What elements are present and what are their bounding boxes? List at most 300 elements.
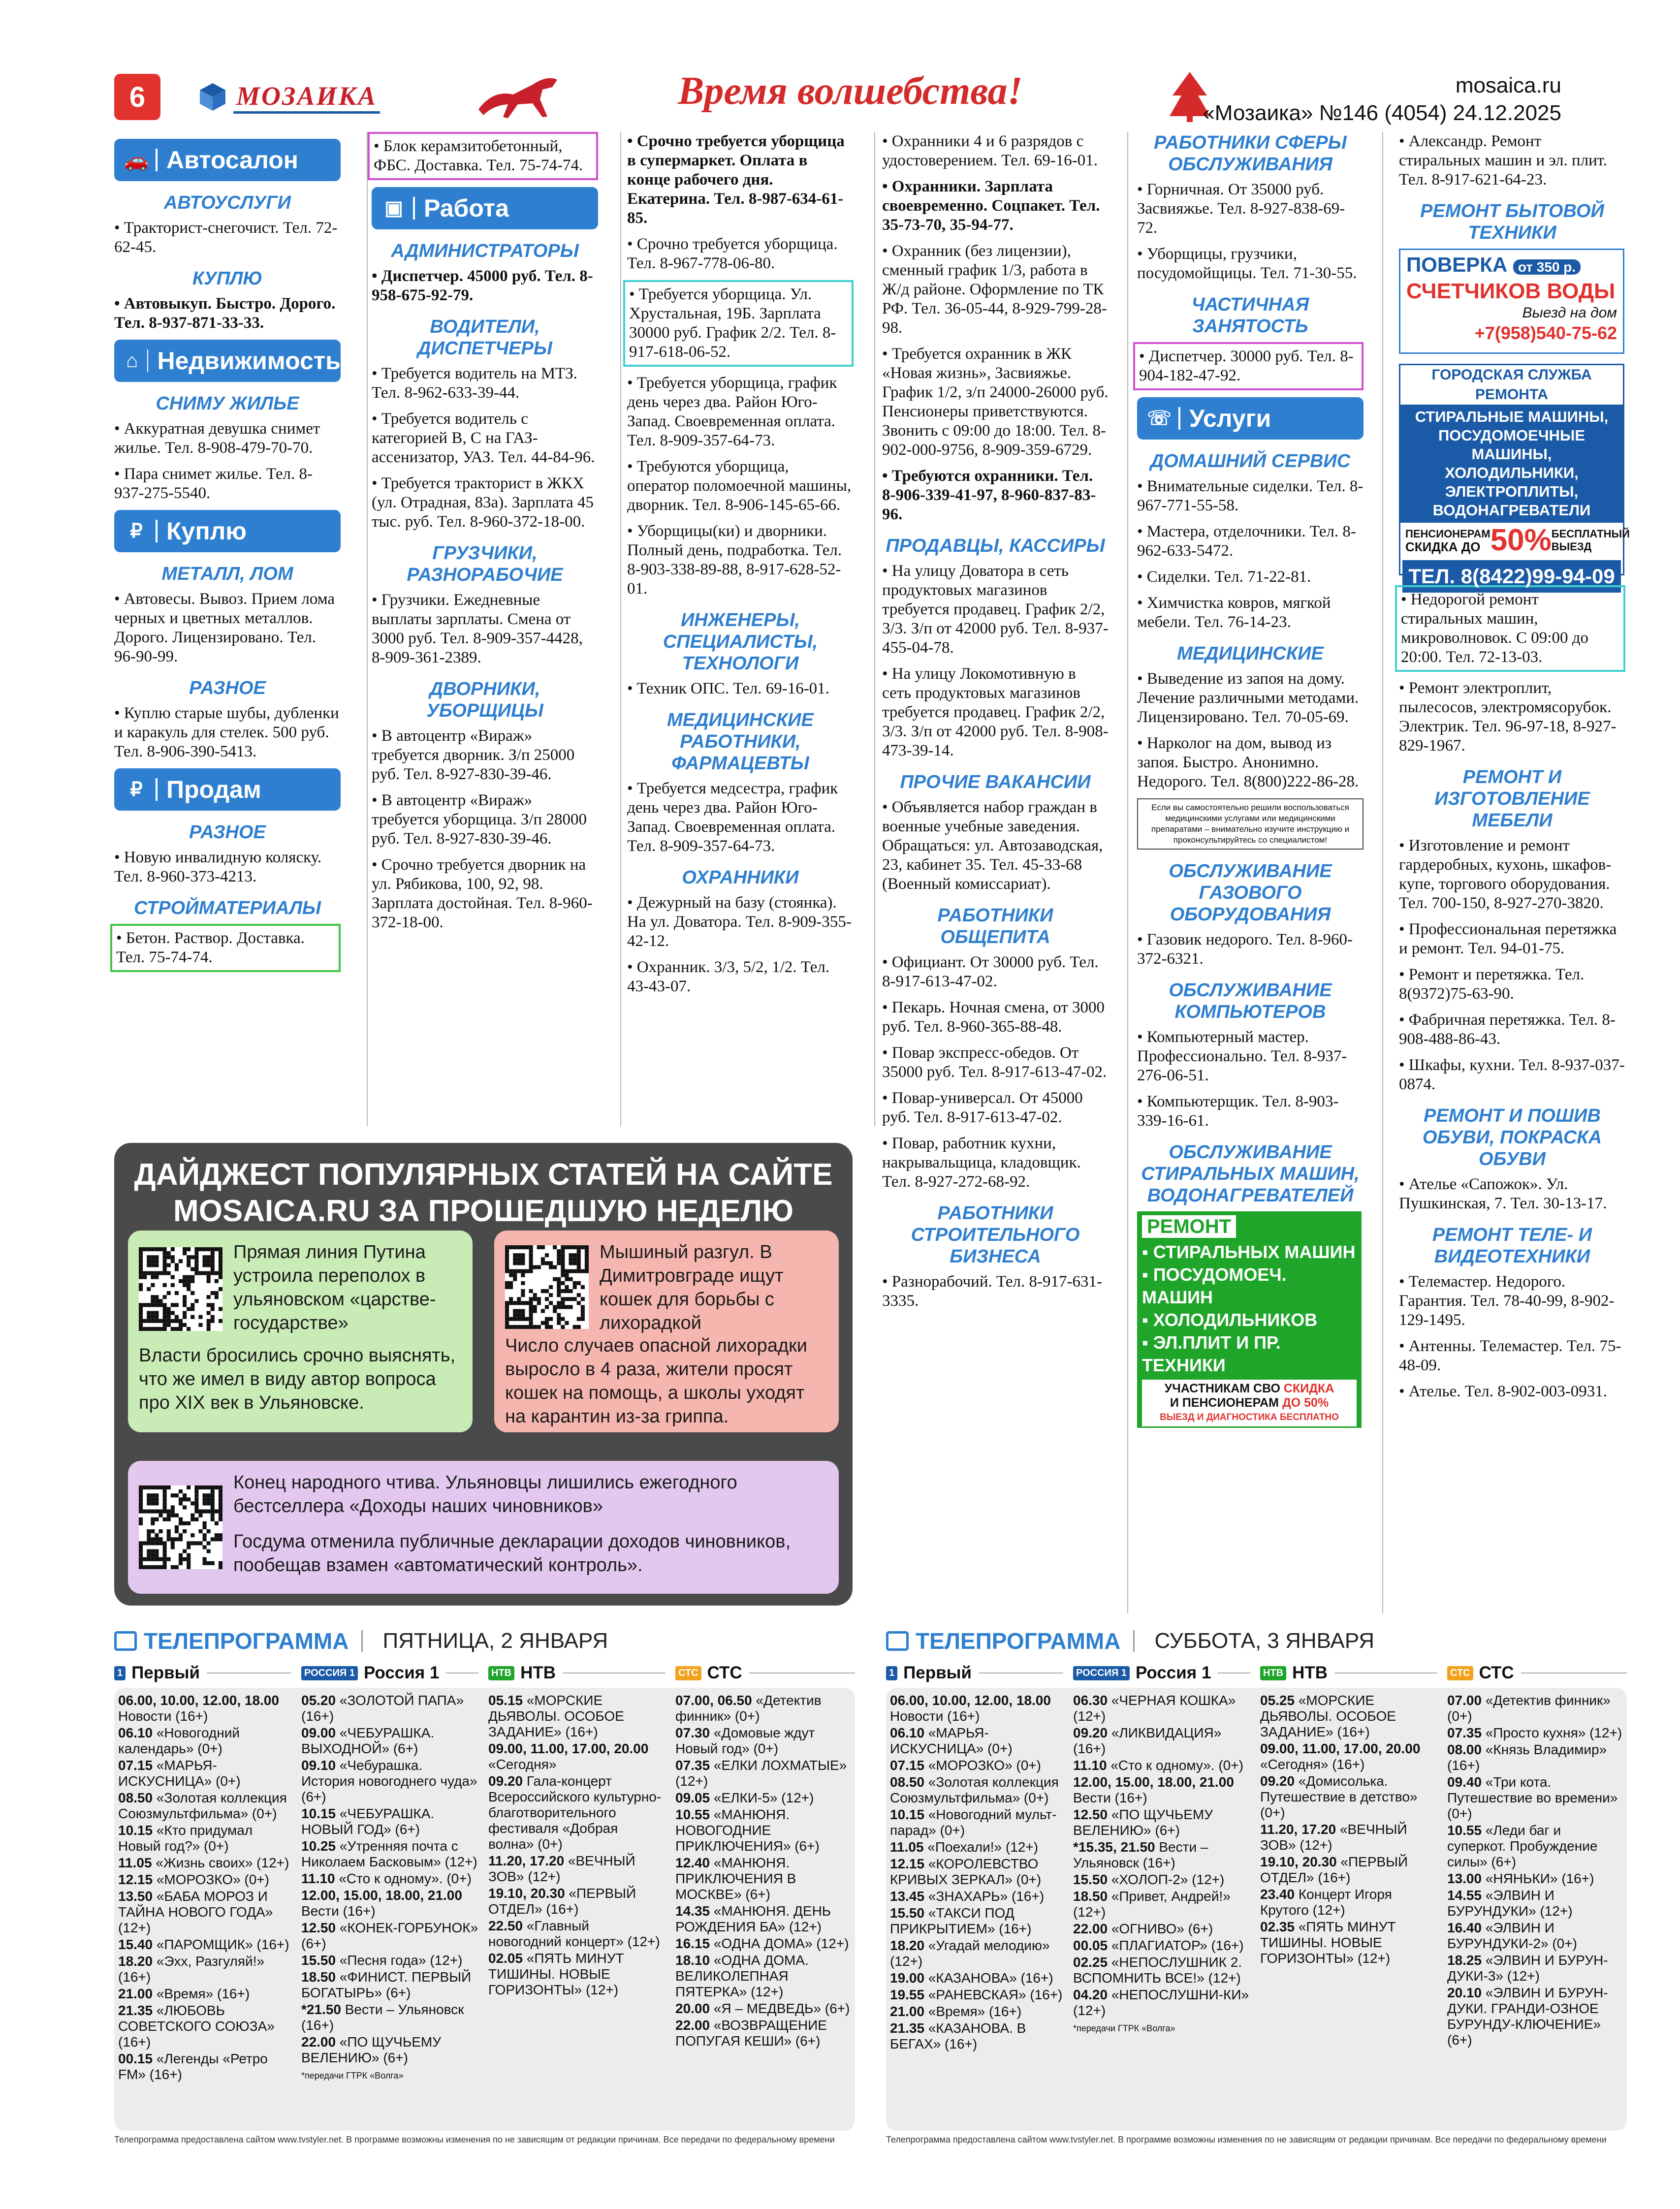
tv-program <box>890 2020 1067 2052</box>
issue-info: «Мозаика» №146 (4054) 24.12.2025 <box>1203 101 1561 125</box>
tv-time: 23.40 <box>1260 1887 1295 1902</box>
framed-ad: • Бетон. Раствор. Доставка. Тел. 75-74-74. <box>110 924 341 972</box>
tv-show: «КАЗАНОВА. В БЕГАХ» (16+) <box>890 2020 1026 2051</box>
mozaika-logo <box>197 75 380 119</box>
tv-time: 12.15 <box>118 1872 153 1887</box>
section-nedvizhimost: ⌂ Недвижимость <box>114 340 341 382</box>
tv-show: «ЧЕБУРАШКА. ВЫХОДНОЙ» (6+) <box>301 1725 435 1756</box>
tv-time: 07.00 <box>1447 1693 1482 1708</box>
tv-program <box>1447 1693 1623 1724</box>
column-4 <box>882 132 1109 1318</box>
tv-show: «МАРЬЯ-ИСКУСНИЦА» (0+) <box>890 1725 1013 1756</box>
tv-show: «Домисолька. Путешествие в детство» (0+) <box>1260 1773 1418 1820</box>
tv-footnote: Телепрограмма предоставлена сайтом www.tvstyler.net. В программе возможны изменения по не зависящим от редакции причинам. Все передачи по федеральному времени <box>886 2135 1607 2145</box>
tv-program <box>118 1855 295 1871</box>
classified-ad: • Мастера, отделочники. Тел. 8-962-633-5472. <box>1137 523 1356 560</box>
classified-ad: • На улицу Доватора в сеть продуктовых магазинов требуется продавец. График 2/2, 3/3. З/п от 42000 руб. Тел. 8-937-455-04-78. <box>882 562 1109 657</box>
tv-show: Гала-концерт Всероссийского культурно-благотворительного фестиваля «Добрая волна» (0+) <box>488 1773 662 1852</box>
tv-program <box>301 1806 478 1837</box>
tv-time: 07.35 <box>675 1758 710 1773</box>
horse-icon <box>474 70 567 122</box>
classified-ad: • Автовыкуп. Быстро. Дорого. Тел. 8-937-871-33-33. <box>114 295 336 332</box>
column-5 <box>1137 132 1363 1450</box>
medical-warning: Если вы самостоятельно решили воспользоваться медицинскими услугами или медицинскими препаратами – внимательно изучите инструкцию и проконсультируйтесь со специалистом! <box>1137 798 1363 850</box>
rubric-title: ОБСЛУЖИВАНИЕ КОМПЬЮТЕРОВ <box>1169 980 1332 1022</box>
tv-program <box>488 1853 666 1885</box>
digest-card-1[interactable]: Прямая линия Путина устроила переполох в ульяновском «царстве-государстве» Власти бросились срочно выяснять, что же имел в виду автор вопроса про XIX век в Ульяновске. <box>128 1231 473 1432</box>
tv-time: 06.10 <box>890 1725 925 1740</box>
tv-time: 18.25 <box>1447 1953 1482 1968</box>
framed-ad: • Требуется уборщица. Ул. Хрустальная, 19Б. Зарплата 30000 руб. График 2/2. Тел. 8-917-618-06-52. <box>623 280 854 367</box>
tv-program <box>890 1938 1067 1969</box>
tv-show: «Главный новогодний концерт» (12+) <box>488 1918 660 1949</box>
framed-ad: • Диспетчер. 30000 руб. Тел. 8-904-182-47-92. <box>1133 342 1363 390</box>
tv-schedule-friday <box>114 1627 855 2148</box>
tv-time: 12.00, 15.00, 18.00, 21.00 <box>301 1888 462 1903</box>
tv-time: 09.00, 11.00, 17.00, 20.00 <box>488 1741 649 1756</box>
classified-ad: • Требуется охранник в ЖК «Новая жизнь», Засвияжье. График 1/2, з/п 24000-26000 руб. Пенсионеры приветствуются. Звонить с 09:00 до 18:00. Тел. 8-902-000-9756, 8-909-359-6729. <box>882 345 1109 459</box>
tv-time: 08.50 <box>118 1790 153 1805</box>
cube-icon <box>197 81 228 113</box>
site-url[interactable]: mosaica.ru <box>1455 73 1561 97</box>
section-uslugi: ☏ Услуги <box>1137 397 1363 440</box>
tv-time: 21.35 <box>118 2003 153 2018</box>
rubric-title: ИНЖЕНЕРЫ, СПЕЦИАЛИСТЫ, ТЕХНОЛОГИ <box>663 610 818 674</box>
classified-ad: • Техник ОПС. Тел. 69-16-01. <box>627 680 829 697</box>
tv-show: «Золотая коллекция Союзмультфильма» (0+) <box>890 1774 1059 1805</box>
tv-show: «ЗНАХАРЬ» (16+) <box>928 1889 1045 1904</box>
classified-ad: • Ателье «Сапожок». Ул. Пушкинская, 7. Тел. 30-13-17. <box>1399 1175 1607 1212</box>
tv-program <box>1447 1871 1623 1887</box>
tv-show: «Время» (16+) <box>928 2004 1022 2019</box>
tv-program <box>1073 1774 1250 1806</box>
repair-ad-banner <box>1137 1211 1362 1450</box>
tv-time: 06.10 <box>118 1725 153 1740</box>
ruble-arrow-icon: ₽ <box>130 779 143 800</box>
tv-program <box>675 1855 852 1902</box>
tv-time: 06.00, 10.00, 12.00, 18.00 <box>890 1693 1051 1708</box>
column-3 <box>627 132 854 1003</box>
channel-perviy: 1 Первый <box>114 1662 291 1684</box>
divider <box>367 132 368 1126</box>
tv-time: 10.15 <box>890 1807 925 1822</box>
tv-program <box>1260 1919 1437 1966</box>
tv-time: 11.10 <box>301 1871 335 1886</box>
logo-word: МОЗАИКА <box>233 81 380 114</box>
tv-program <box>301 1725 478 1757</box>
classified-ad: • Охранники 4 и 6 разрядов с удостоверением. Тел. 69-16-01. <box>882 132 1098 169</box>
tv-program <box>488 1951 666 1998</box>
tv-show: «КАЗАНОВА» (16+) <box>928 1970 1053 1986</box>
tv-show: «КОНЕК-ГОРБУНОК» (6+) <box>301 1920 478 1951</box>
classified-ad: • Требуется уборщица, график день через два. Район Юго-Запад. Своевременная оплата. Тел. 8-909-357-64-73. <box>627 374 837 449</box>
tv-show: «ЭЛВИН И БУРУНДУКИ» (12+) <box>1447 1888 1573 1919</box>
tv-program <box>890 1856 1067 1888</box>
channel-row <box>114 1662 855 1684</box>
tv-show: Концерт Игоря Крутого (12+) <box>1260 1887 1392 1918</box>
tv-time: 07.00, 06.50 <box>675 1693 752 1708</box>
tv-show: «ОДНА ДОМА» (12+) <box>713 1936 849 1951</box>
tv-time: 02.05 <box>488 1951 523 1966</box>
tv-time: 05.25 <box>1260 1693 1295 1708</box>
tv-program <box>1073 1807 1250 1838</box>
channel-ntv: НТВ НТВ <box>1260 1662 1437 1684</box>
tv-program <box>488 1693 666 1740</box>
qr-code[interactable] <box>139 1485 222 1569</box>
tv-program <box>488 1918 666 1950</box>
tv-time: 02.25 <box>1073 1955 1108 1970</box>
rubric-title: ЧАСТИЧНАЯ ЗАНЯТОСТЬ <box>1191 294 1309 337</box>
classified-ad: • Газовик недорого. Тел. 8-960-372-6321. <box>1137 931 1353 968</box>
tv-title: ТЕЛЕПРОГРАММА ПЯТНИЦА, 2 ЯНВАРЯ <box>114 1627 608 1655</box>
classified-ad: • Повар-универсал. От 45000 руб. Тел. 8-917-613-47-02. <box>882 1089 1083 1126</box>
classified-ad: • Александр. Ремонт стиральных машин и эл. плит. Тел. 8-917-621-64-23. <box>1399 132 1607 189</box>
channel-sts: СТС СТС <box>1447 1662 1627 1684</box>
column-6 <box>1399 132 1630 1408</box>
tv-program <box>118 1790 295 1822</box>
classified-ad: • Телемастер. Недорого. Гарантия. Тел. 78-40-99, 8-902-129-1495. <box>1399 1273 1615 1329</box>
tv-time: 09.00, 11.00, 17.00, 20.00 <box>1260 1741 1421 1756</box>
tv-show: «ПЯТЬ МИНУТ ТИШИНЫ. НОВЫЕ ГОРИЗОНТЫ» (12+) <box>1260 1919 1396 1966</box>
classified-ad: • В автоцентр «Вираж» требуется дворник. З/п 25000 руб. Тел. 8-927-830-39-46. <box>372 727 575 783</box>
tv-program <box>1260 1741 1437 1772</box>
rubric-title: РАЗНОЕ <box>189 822 266 843</box>
tv-show: «НЕПОСЛУШНИК 2. ВСПОМНИТЬ ВСЕ!» (12+) <box>1073 1955 1242 1986</box>
classified-ad: • Химчистка ковров, мягкой мебели. Тел. 76-14-23. <box>1137 594 1331 631</box>
tv-show: «МОРОЗКО» (0+) <box>156 1872 269 1887</box>
tv-time: 22.00 <box>301 2034 336 2050</box>
tv-footnote: Телепрограмма предоставлена сайтом www.tvstyler.net. В программе возможны изменения по не зависящим от редакции причинам. Все передачи по федеральному времени <box>114 2135 835 2145</box>
tv-program <box>1260 1822 1437 1853</box>
tv-program <box>675 1693 852 1724</box>
classified-ad: • Новую инвалидную коляску. Тел. 8-960-373-4213. <box>114 849 322 885</box>
tv-program <box>118 1823 295 1854</box>
house-icon: ⌂ <box>126 349 138 372</box>
tv-note: *передачи ГТРК «Волга» <box>301 2071 404 2081</box>
briefcase-icon: ▣ <box>384 197 403 219</box>
tv-schedule-saturday <box>886 1627 1627 2148</box>
tv-icon <box>114 1631 137 1651</box>
tv-show: «ЧЕБУРАШКА. НОВЫЙ ГОД» (6+) <box>301 1806 435 1837</box>
classified-ad: • Ремонт электроплит, пылесосов, электромясорубок. Электрик. Тел. 96-97-18, 8-927-829-1967. <box>1399 679 1617 755</box>
tv-time: 12.50 <box>301 1920 336 1935</box>
tv-time: 13.45 <box>890 1889 925 1904</box>
rubric-title: МЕДИЦИНСКИЕ <box>1177 643 1324 664</box>
tv-time: 21.35 <box>890 2020 925 2036</box>
classified-ad: • Грузчики. Ежедневные выплаты зарплаты. Смена от 3000 руб. Тел. 8-909-357-4428, 8-909-361-2389. <box>372 591 583 666</box>
tv-show: «НЕПОСЛУШНИ-КИ» (12+) <box>1073 1987 1249 2018</box>
promo-item: ▪ СТИРАЛЬНЫХ МАШИН <box>1142 1242 1356 1262</box>
tv-program <box>1073 1725 1250 1757</box>
tv-program <box>1260 1887 1437 1918</box>
tv-show: «Новогодний календарь» (0+) <box>118 1725 240 1756</box>
classified-ad: • Сиделки. Тел. 71-22-81. <box>1137 568 1311 586</box>
tv-program <box>890 1758 1067 1773</box>
digest-card-3[interactable]: Конец народного чтива. Ульяновцы лишились ежегодного бестселлера «Доходы наших чиновников» Госдума отменила публичные декларации доходов чиновников, пообещав взамен «автоматический контроль». <box>128 1461 839 1594</box>
tv-time: 19.55 <box>890 1987 925 2002</box>
tv-show: «ПО ЩУЧЬЕМУ ВЕЛЕНИЮ» (6+) <box>301 2034 441 2065</box>
tv-time: 12.40 <box>675 1855 710 1870</box>
tv-time: 09.05 <box>675 1790 710 1805</box>
classified-ad: • Охранники. Зарплата своевременно. Соцпакет. Тел. 35-73-70, 35-94-77. <box>882 178 1100 234</box>
classified-ad: • Уборщицы, грузчики, посудомойщицы. Тел. 71-30-55. <box>1137 245 1357 282</box>
tv-program <box>301 1888 478 1919</box>
tv-program <box>890 1889 1067 1904</box>
tv-show: «Три кота. Путешествие во времени» (0+) <box>1447 1774 1618 1821</box>
tv-program <box>1260 1773 1437 1821</box>
tv-program <box>118 1889 295 1936</box>
tv-program <box>1073 1872 1250 1888</box>
rubric-title: СТРОЙМАТЕРИАЛЫ <box>134 898 321 918</box>
tv-program <box>301 1953 478 1968</box>
tv-icon <box>886 1631 909 1651</box>
rubric-title: РЕМОНТ И ПОШИВ ОБУВИ, ПОКРАСКА ОБУВИ <box>1422 1105 1602 1169</box>
tv-time: 19.10, 20.30 <box>488 1886 565 1901</box>
tv-program <box>1447 1725 1623 1741</box>
tv-program <box>488 1886 666 1917</box>
section-rabota: ▣ Работа <box>372 187 598 229</box>
tv-time: 07.15 <box>890 1758 925 1773</box>
rubric-title: ДВОРНИКИ, УБОРЩИЦЫ <box>426 679 543 721</box>
tv-time: 06.30 <box>1073 1693 1108 1708</box>
rubric-title: МЕДИЦИНСКИЕ РАБОТНИКИ, ФАРМАЦЕВТЫ <box>667 710 814 774</box>
classified-ad: • В автоцентр «Вираж» требуется уборщица. З/п 28000 руб. Тел. 8-927-830-39-46. <box>372 791 587 848</box>
slogan: Время волшебства! <box>678 69 1023 113</box>
tv-program <box>1447 1742 1623 1773</box>
tv-program <box>675 1903 852 1935</box>
tv-program <box>118 1758 295 1789</box>
tv-time: 15.40 <box>118 1937 153 1952</box>
tv-show: «ФИНИСТ. ПЕРВЫЙ БОГАТЫРЬ» (6+) <box>301 1969 472 2000</box>
tv-show: «МАНЮНЯ. ДЕНЬ РОЖДЕНИЯ БА» (12+) <box>675 1903 831 1934</box>
phone-icon: ☏ <box>1146 408 1172 429</box>
divider <box>1382 132 1383 1613</box>
tv-show: «Князь Владимир» (16+) <box>1447 1742 1607 1773</box>
rubric-title: АДМИНИСТРАТОРЫ <box>391 241 579 261</box>
tv-time: 07.15 <box>118 1758 153 1773</box>
tv-program <box>118 2003 295 2050</box>
channel-ntv: НТВ НТВ <box>488 1662 666 1684</box>
tv-show: «Я – МЕДВЕДЬ» (6+) <box>713 2001 850 2016</box>
tv-time: 14.55 <box>1447 1888 1482 1903</box>
water-meter-phone: +7(958)540-75-62 <box>1474 323 1617 343</box>
tv-program <box>301 1758 478 1805</box>
classified-ad: • Шкафы, кухни. Тел. 8-937-037-0874. <box>1399 1056 1625 1093</box>
column-1 <box>114 132 341 979</box>
tv-show: «Леди баг и суперкот. Пробуждение силы» (6+) <box>1447 1823 1598 1869</box>
tv-show: «ПЕРВЫЙ ОТДЕЛ» (16+) <box>488 1886 636 1917</box>
tv-program <box>890 2004 1067 2020</box>
tv-program <box>1447 1774 1623 1822</box>
tv-show: Вести – Ульяновск (16+) <box>1073 1839 1208 1870</box>
tv-program <box>890 1807 1067 1838</box>
ruble-arrow-icon: ₽ <box>130 520 143 542</box>
tv-time: 09.20 <box>1073 1725 1108 1740</box>
divider <box>620 132 621 1126</box>
tv-time: 11.10 <box>1073 1758 1107 1773</box>
qr-code[interactable] <box>505 1245 589 1329</box>
tv-show: «МОРСКИЕ ДЬЯВОЛЫ. ОСОБОЕ ЗАДАНИЕ» (16+) <box>1260 1693 1396 1739</box>
rubric-title: РАБОТНИКИ СТРОИТЕЛЬНОГО БИЗНЕСА <box>911 1203 1080 1267</box>
tv-program <box>675 2018 852 2049</box>
tv-show: «ПЕРВЫЙ ОТДЕЛ» (16+) <box>1260 1854 1408 1885</box>
tv-time: 05.20 <box>301 1693 336 1708</box>
rubric-title: РЕМОНТ БЫТОВОЙ ТЕХНИКИ <box>1420 201 1604 243</box>
tv-show: «РАНЕВСКАЯ» (16+) <box>928 1987 1063 2002</box>
tv-show: «Детектив финник» (0+) <box>1447 1693 1611 1724</box>
tv-time: 06.00, 10.00, 12.00, 18.00 <box>118 1693 279 1708</box>
channel-rossiya1: РОССИЯ 1 Россия 1 <box>301 1662 478 1684</box>
tv-time: 12.50 <box>1073 1807 1108 1822</box>
digest-card-2[interactable]: Мышиный разгул. В Димитровграде ищут кошек для борьбы с лихорадкой Число случаев опасной лихорадки выросло в 4 раза, жители просят кошек на помощь, а школы уходят на карантин из-за гриппа. <box>494 1231 839 1432</box>
tv-show: «Новогодний мульт-парад» (0+) <box>890 1807 1057 1838</box>
tv-time: 13.00 <box>1447 1871 1482 1886</box>
tv-show: Новости (16+) <box>118 1708 208 1724</box>
promo-item: ▪ ХОЛОДИЛЬНИКОВ <box>1142 1310 1318 1330</box>
tv-show: «Жизнь своих» (12+) <box>156 1855 289 1870</box>
tv-program <box>301 2002 478 2033</box>
classified-ad: • Требуется медсестра, график день через два. Район Юго-Запад. Своевременная оплата. Тел. 8-909-357-64-73. <box>627 780 838 855</box>
tv-program <box>675 1807 852 1854</box>
rubric-title: КУПЛЮ <box>192 268 263 289</box>
tv-time: 15.50 <box>1073 1872 1108 1887</box>
tv-show: «КОРОЛЕВСТВО КРИВЫХ ЗЕРКАЛ» (0+) <box>890 1856 1042 1887</box>
tv-time: 16.15 <box>675 1936 710 1951</box>
tv-time: 00.05 <box>1073 1938 1108 1953</box>
tv-show: «Привет, Андрей!» (12+) <box>1073 1889 1231 1920</box>
tv-title: ТЕЛЕПРОГРАММА СУББОТА, 3 ЯНВАРЯ <box>886 1627 1374 1655</box>
tv-program <box>1073 1693 1250 1724</box>
classified-ad: • Срочно требуется дворник на ул. Рябикова, 100, 92, 98. Зарплата достойная. Тел. 8-960-372-18-00. <box>372 856 593 931</box>
tv-time: 11.20, 17.20 <box>1260 1822 1336 1837</box>
classified-ad: • Пекарь. Ночная смена, от 3000 руб. Тел. 8-960-365-88-48. <box>882 999 1105 1036</box>
tv-show: «ЗОЛОТОЙ ПАПА» (16+) <box>301 1693 464 1724</box>
tv-program <box>118 1954 295 1985</box>
tv-show: «Сегодня» <box>488 1757 557 1772</box>
tv-time: 18.50 <box>1073 1889 1108 1904</box>
tv-time: 19.00 <box>890 1970 925 1986</box>
tv-program <box>1447 1953 1623 1984</box>
tv-time: 14.35 <box>675 1903 710 1919</box>
tv-program <box>675 2001 852 2017</box>
section-avtosalon: 🚗 Автосалон <box>114 139 341 181</box>
tv-program <box>301 2034 478 2066</box>
tv-show: «ЕЛКИ-5» (12+) <box>713 1790 814 1805</box>
rubric-title: РЕМОНТ И ИЗГОТОВЛЕНИЕ МЕБЕЛИ <box>1434 767 1590 831</box>
page-number: 6 <box>114 74 160 120</box>
tv-show: «БАБА МОРОЗ И ТАЙНА НОВОГО ГОДА» (12+) <box>118 1889 273 1935</box>
divider <box>874 132 875 1126</box>
channel-perviy: 1 Первый <box>886 1662 1063 1684</box>
digest-box <box>114 1143 853 1606</box>
tv-show: Вести – Ульяновск (16+) <box>301 2002 464 2033</box>
classified-ad: • Куплю старые шубы, дубленки и каракуль для стелек. 500 руб. Тел. 8-906-390-5413. <box>114 704 339 760</box>
tv-program <box>1447 1920 1623 1952</box>
tv-time: 12.15 <box>890 1856 925 1871</box>
tv-program <box>118 2051 295 2083</box>
tv-time: 12.00, 15.00, 18.00, 21.00 <box>1073 1774 1234 1790</box>
tv-show: «МАНЮНЯ. НОВОГОДНИЕ ПРИКЛЮЧЕНИЯ» (6+) <box>675 1807 820 1854</box>
divider <box>1127 132 1128 1613</box>
tv-time: 00.15 <box>118 2051 153 2066</box>
tv-show: «Кто придумал Новый год?» (0+) <box>118 1823 253 1854</box>
rubric-title: РАБОТНИКИ СФЕРЫ ОБСЛУЖИВАНИЯ <box>1154 132 1347 175</box>
tv-show: Вести (16+) <box>1073 1790 1147 1805</box>
tv-show: «Детектив финник» (0+) <box>675 1693 822 1724</box>
classified-ad: • Требуются уборщица, оператор поломоечной машины, дворник. Тел. 8-906-145-65-66. <box>627 458 852 514</box>
tv-show: «ЕЛКИ ЛОХМАТЫЕ» (12+) <box>675 1758 847 1789</box>
tv-time: 07.30 <box>675 1725 710 1740</box>
tv-program <box>1447 1888 1623 1919</box>
classified-ad: • Пара снимет жилье. Тел. 8-937-275-5540. <box>114 465 313 502</box>
tv-program <box>1073 1839 1250 1871</box>
tv-show: «Утренняя почта с Николаем Басковым» (12+) <box>301 1838 477 1869</box>
tv-program <box>1447 1823 1623 1870</box>
channel-rossiya1: РОССИЯ 1 Россия 1 <box>1073 1662 1250 1684</box>
tv-program <box>118 1937 295 1953</box>
tv-show: «ЭЛВИН И БУРУНДУКИ-2» (0+) <box>1447 1920 1577 1951</box>
tv-time: 10.15 <box>301 1806 336 1821</box>
classified-ad: • Повар экспресс-обедов. От 35000 руб. Тел. 8-917-613-47-02. <box>882 1044 1107 1081</box>
tv-program <box>488 1773 666 1852</box>
tv-time: 07.35 <box>1447 1725 1482 1740</box>
tv-show: «ВЕЧНЫЙ ЗОВ» (12+) <box>488 1853 635 1884</box>
tv-show: «Чебурашка. История новогоднего чуда» (6+) <box>301 1758 477 1804</box>
tv-show: «ПЯТЬ МИНУТ ТИШИНЫ. НОВЫЕ ГОРИЗОНТЫ» (12+) <box>488 1951 624 1997</box>
tv-show: «НЯНЬКИ» (16+) <box>1485 1871 1594 1886</box>
city-repair-phone: ТЕЛ. 8(8422)99-94-09 <box>1402 560 1621 593</box>
tv-program <box>890 1905 1067 1937</box>
rubric-title: РЕМОНТ ТЕЛЕ- И ВИДЕОТЕХНИКИ <box>1432 1225 1592 1267</box>
channel-sts: СТС СТС <box>675 1662 855 1684</box>
tv-time: 09.00 <box>301 1725 336 1740</box>
tv-time: 13.50 <box>118 1889 153 1904</box>
tv-time: 10.55 <box>1447 1823 1482 1838</box>
tv-show: «МАНЮНЯ. ПРИКЛЮЧЕНИЯ В МОСКВЕ» (6+) <box>675 1855 796 1902</box>
tv-show: «МОРСКИЕ ДЬЯВОЛЫ. ОСОБОЕ ЗАДАНИЕ» (16+) <box>488 1693 624 1739</box>
rubric-title: СНИМУ ЖИЛЬЕ <box>156 393 299 414</box>
tv-program <box>1073 1955 1250 1986</box>
qr-code[interactable] <box>139 1247 222 1331</box>
rubric-title: РАБОТНИКИ ОБЩЕПИТА <box>937 905 1053 947</box>
tv-program <box>301 1920 478 1952</box>
tv-note: *передачи ГТРК «Волга» <box>1073 2023 1175 2033</box>
classified-ad: • Уборщицы(ки) и дворники. Полный день, подработка. Тел. 8-903-338-89-88, 8-917-628-52-01. <box>627 522 842 598</box>
tv-time: 18.20 <box>118 1954 153 1969</box>
tv-time: 04.20 <box>1073 1987 1108 2002</box>
classified-ad: • Компьютерный мастер. Профессионально. Тел. 8-937-276-06-51. <box>1137 1028 1347 1084</box>
tv-show: «ЛИКВИДАЦИЯ» (16+) <box>1073 1725 1222 1756</box>
tv-show: «ОГНИВО» (6+) <box>1111 1921 1213 1936</box>
column-2 <box>372 132 598 939</box>
digest-title: ДАЙДЖЕСТ ПОПУЛЯРНЫХ СТАТЕЙ НА САЙТЕ MOSAICA.RU ЗА ПРОШЕДШУЮ НЕДЕЛЮ <box>134 1158 833 1228</box>
classified-ad: • Разнорабочий. Тел. 8-917-631-3335. <box>882 1273 1102 1310</box>
tv-show: «ЭЛВИН И БУРУН-ДУКИ-3» (12+) <box>1447 1953 1608 1984</box>
classified-ad: • Дежурный на базу (стоянка). На ул. Доватора. Тел. 8-909-355-42-12. <box>627 894 852 950</box>
rubric-title: ОБСЛУЖИВАНИЕ ГАЗОВОГО ОБОРУДОВАНИЯ <box>1169 861 1332 925</box>
classified-ad: • Повар, работник кухни, накрывальщица, кладовщик. Тел. 8-927-272-68-92. <box>882 1135 1081 1191</box>
tv-show: «Эхх, Разгуляй!» (16+) <box>118 1954 265 1985</box>
section-kuplu: ₽ Куплю <box>114 510 341 552</box>
classified-ad: • Объявляется набор граждан в военные учебные заведения. Обращаться: ул. Автозаводская, 23, кабинет 35. Тел. 45-33-68 (Военный комиссариат). <box>882 798 1103 893</box>
tv-program <box>301 1838 478 1870</box>
classified-ad: • Требуется тракторист в ЖКХ (ул. Отрадная, 83а). Зарплата 45 тыс. руб. Тел. 8-960-372-18-00. <box>372 474 594 531</box>
classified-ad: • Требуются охранники. Тел. 8-906-339-41-97, 8-960-837-83-96. <box>882 467 1096 523</box>
car-icon: 🚗 <box>124 149 149 171</box>
rubric-title: АВТОУСЛУГИ <box>163 192 291 213</box>
classified-ad: • Официант. От 30000 руб. Тел. 8-917-613-47-02. <box>882 953 1099 990</box>
tv-program <box>890 1839 1067 1855</box>
